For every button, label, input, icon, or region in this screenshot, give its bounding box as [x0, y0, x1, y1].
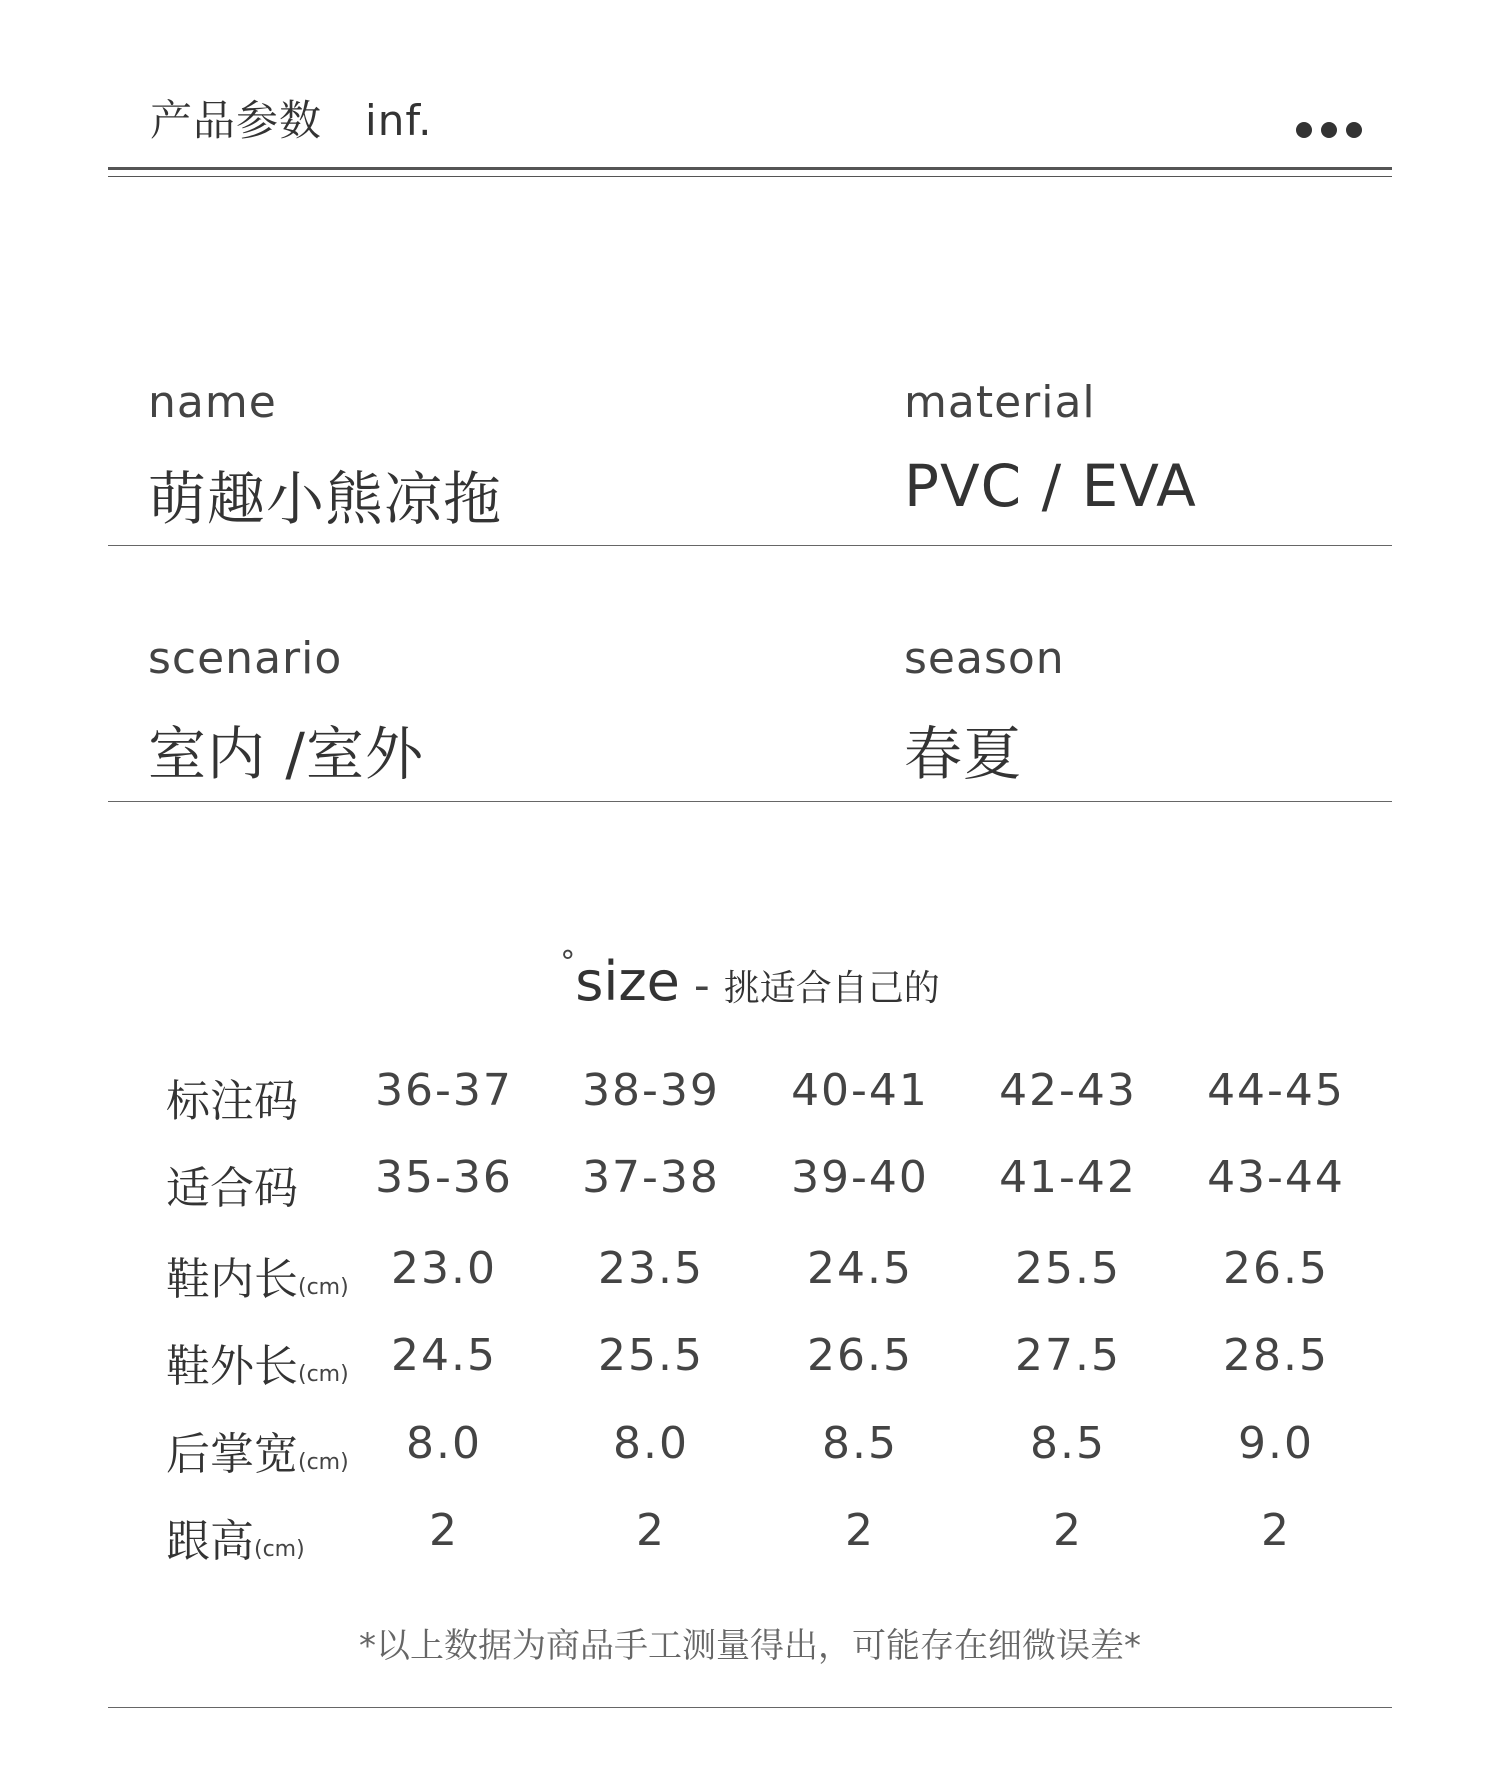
size-section-title — [0, 945, 1500, 1013]
table-cell: 39-40 — [791, 1152, 929, 1203]
table-cell: 27.5 — [1015, 1330, 1121, 1381]
table-cell: 35-36 — [375, 1152, 513, 1203]
table-cell: 26.5 — [1223, 1243, 1329, 1294]
table-cell: 24.5 — [391, 1330, 497, 1381]
table-row — [0, 1418, 1500, 1498]
season-value: 春夏 — [904, 720, 1023, 788]
row-label — [166, 1243, 349, 1307]
table-cell: 9.0 — [1238, 1418, 1314, 1469]
measurement-note: *以上数据为商品手工测量得出，可能存在细微误差* — [359, 1626, 1141, 1666]
name-label: name — [148, 377, 277, 428]
table-cell: 23.5 — [598, 1243, 704, 1294]
table-cell: 2 — [1261, 1505, 1291, 1556]
table-cell: 43-44 — [1207, 1152, 1345, 1203]
page-title: 产品参数 inf. — [150, 96, 433, 145]
table-cell: 38-39 — [582, 1065, 720, 1116]
dot — [1346, 122, 1362, 138]
table-cell: 41-42 — [999, 1152, 1137, 1203]
table-cell: 42-43 — [999, 1065, 1137, 1116]
table-cell: 23.0 — [391, 1243, 497, 1294]
table-cell: 25.5 — [598, 1330, 704, 1381]
ellipsis-icon — [1296, 122, 1362, 142]
material-value: PVC / EVA — [904, 452, 1197, 520]
material-label: material — [904, 377, 1096, 428]
scenario-label: scenario — [148, 633, 343, 684]
scenario-value: 室内 /室外 — [148, 720, 424, 788]
table-cell: 44-45 — [1207, 1065, 1345, 1116]
row-label — [166, 1065, 298, 1129]
table-row — [0, 1065, 1500, 1145]
table-cell: 24.5 — [807, 1243, 913, 1294]
dot — [1321, 122, 1337, 138]
table-cell: 8.0 — [406, 1418, 482, 1469]
name-value: 萌趣小熊凉拖 — [148, 465, 503, 533]
table-row — [0, 1505, 1500, 1585]
table-cell: 36-37 — [375, 1065, 513, 1116]
size-title-en: size — [575, 950, 680, 1013]
row-unit: (cm) — [298, 1275, 349, 1300]
bottom-divider — [108, 1707, 1392, 1708]
table-cell: 2 — [1053, 1505, 1083, 1556]
table-cell: 2 — [636, 1505, 666, 1556]
table-row — [0, 1330, 1500, 1410]
table-cell: 8.0 — [613, 1418, 689, 1469]
table-cell: 8.5 — [1030, 1418, 1106, 1469]
row-label-text: 鞋内长 — [166, 1254, 298, 1305]
table-cell: 2 — [429, 1505, 459, 1556]
table-cell: 28.5 — [1223, 1330, 1329, 1381]
table-cell: 26.5 — [807, 1330, 913, 1381]
row-label-text: 鞋外长 — [166, 1341, 298, 1392]
season-label: season — [904, 633, 1065, 684]
divider — [108, 545, 1392, 546]
table-cell: 40-41 — [791, 1065, 929, 1116]
divider — [108, 801, 1392, 802]
table-row — [0, 1152, 1500, 1232]
row-label — [166, 1152, 298, 1216]
row-label-text: 标注码 — [166, 1076, 298, 1127]
table-cell: 8.5 — [822, 1418, 898, 1469]
row-unit: (cm) — [298, 1362, 349, 1387]
row-label-text: 适合码 — [166, 1163, 298, 1214]
table-cell: 25.5 — [1015, 1243, 1121, 1294]
size-title-dash: - — [693, 960, 710, 1011]
size-title-cn: 挑适合自己的 — [723, 968, 940, 1009]
header-divider — [108, 167, 1392, 170]
header-divider-thin — [108, 176, 1392, 177]
row-unit: (cm) — [298, 1450, 349, 1475]
row-label — [166, 1418, 349, 1482]
row-label-text: 跟高 — [166, 1516, 254, 1567]
row-label-text: 后掌宽 — [166, 1429, 298, 1480]
table-cell: 37-38 — [582, 1152, 720, 1203]
degree-mark: ° — [560, 945, 576, 980]
row-label — [166, 1505, 305, 1569]
dot — [1296, 122, 1312, 138]
row-unit: (cm) — [254, 1537, 305, 1562]
table-cell: 2 — [845, 1505, 875, 1556]
row-label — [166, 1330, 349, 1394]
table-row — [0, 1243, 1500, 1323]
